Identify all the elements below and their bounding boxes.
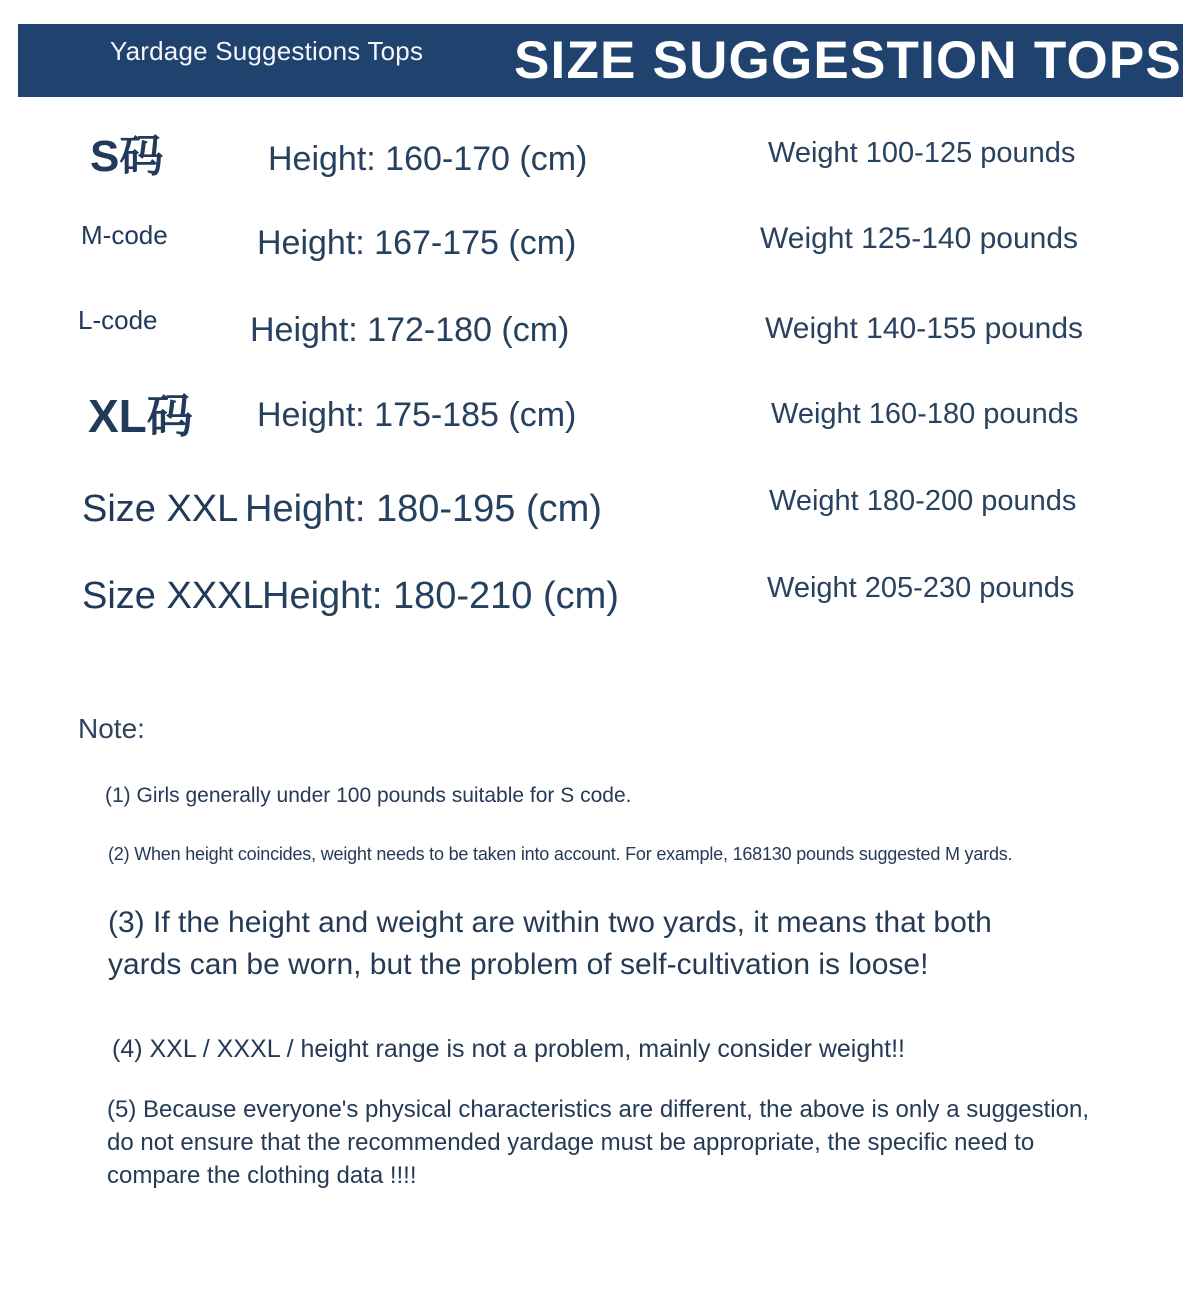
size-code-xxl: Size XXL — [82, 488, 239, 530]
weight-range-xxl: Weight 180-200 pounds — [769, 485, 1077, 517]
weight-range-m: Weight 125-140 pounds — [760, 222, 1079, 255]
note-item-2: (2) When height coincides, weight needs to be taken into account. For example, 168130 pounds suggested M yards. — [108, 844, 1013, 864]
size-code-m: M-code — [81, 220, 168, 250]
height-range-xxl: Height: 180-195 (cm) — [245, 488, 602, 530]
weight-range-xxxl: Weight 205-230 pounds — [767, 572, 1075, 604]
note-item-5: (5) Because everyone's physical characteristics are different, the above is only a suggestion, do not ensure that the recommended yardage must be appropriate, the specific need to compare the clothing data !!!! — [107, 1096, 1089, 1189]
note-label: Note: — [78, 713, 145, 744]
height-range-m: Height: 167-175 (cm) — [257, 224, 577, 262]
size-code-s: S码 — [90, 132, 164, 181]
note-item-1: (1) Girls generally under 100 pounds suitable for S code. — [105, 784, 632, 807]
size-code-l: L-code — [78, 305, 158, 335]
height-range-xl: Height: 175-185 (cm) — [257, 396, 577, 434]
weight-range-s: Weight 100-125 pounds — [768, 137, 1076, 169]
weight-range-l: Weight 140-155 pounds — [765, 312, 1084, 345]
page-title: SIZE SUGGESTION TOPS — [514, 31, 1182, 90]
height-range-s: Height: 160-170 (cm) — [268, 140, 588, 178]
header-subtitle: Yardage Suggestions Tops — [110, 36, 424, 66]
size-code-xxxl: Size XXXL — [82, 575, 264, 617]
size-code-xl: XL码 — [88, 390, 193, 442]
note-item-3: (3) If the height and weight are within two yards, it means that both yards can be worn, but the problem of self-cultivation is loose! — [108, 906, 992, 981]
height-range-l: Height: 172-180 (cm) — [250, 311, 570, 349]
weight-range-xl: Weight 160-180 pounds — [771, 398, 1079, 430]
note-item-4: (4) XXL / XXXL / height range is not a problem, mainly consider weight!! — [112, 1035, 905, 1063]
height-range-xxxl: Height: 180-210 (cm) — [262, 575, 619, 617]
